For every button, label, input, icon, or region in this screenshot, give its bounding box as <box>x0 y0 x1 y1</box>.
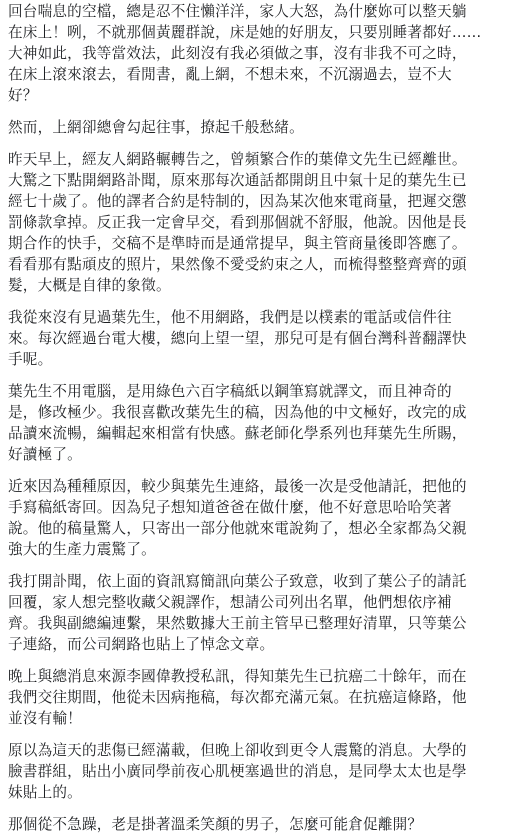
paragraph <box>8 814 498 835</box>
text-line: 說。他的稿量驚人，只寄出一部分他就來電說夠了，想必全家都為父親 <box>8 520 467 537</box>
text-line: 子連絡，而公司網路也貼上了悼念文章。 <box>8 636 275 653</box>
paragraph <box>8 476 498 560</box>
paragraph <box>8 740 498 803</box>
text-line: 葉先生不用電腦，是用綠色六百字稿紙以鋼筆寫就譯文，而且神奇的 <box>8 383 452 400</box>
text-line: 昨天早上，經友人網路輾轉告之，曾頻繁合作的葉偉文先生已經離世。 <box>8 151 467 168</box>
paragraph <box>8 666 498 729</box>
text-line: 原以為這天的悲傷已經滿載，但晚上卻收到更令人震驚的消息。大學的 <box>8 742 467 759</box>
text-line: 我們交往期間，他從未因病拖稿，每次都充滿元氣。在抗癌這條路，他 <box>8 689 467 706</box>
text-line: 期合作的快手，交稿不是準時而是通常提早，與主管商量後即答應了。 <box>8 235 467 252</box>
text-line: 手寫稿紙寄回。因為兒子想知道爸爸在做什麼，他不好意思哈哈笑著 <box>8 499 452 516</box>
text-line: 然而，上網卻總會勾起往事，撩起千般愁緒。 <box>8 119 304 136</box>
text-line: 好？ <box>8 87 38 104</box>
text-line: 手呢。 <box>8 351 53 368</box>
text-line: 回覆，家人想完整收藏父親譯作，想請公司列出名單，他們想依序補 <box>8 594 452 611</box>
text-line: 近來因為種種原因，較少與葉先生連絡，最後一次是受他請託，把他的 <box>8 478 467 495</box>
text-line: 強大的生產力震驚了。 <box>8 541 156 558</box>
text-line: 看看那有點頑皮的照片，果然像不愛受約束之人，而梳得整整齊齊的頭 <box>8 256 467 273</box>
text-line: 來。每次經過台電大樓，總向上望一望，那兒可是有個台灣科普翻譯快 <box>8 330 467 347</box>
text-line: 好讀極了。 <box>8 446 82 463</box>
text-line: 我從來沒有見過葉先生，他不用網路，我們是以樸素的電話或信件往 <box>8 309 452 326</box>
paragraph <box>8 307 498 370</box>
text-line: 是，修改極少。我很喜歡改葉先生的稿，因為他的中文極好，改完的成 <box>8 404 467 421</box>
text-line: 妹貼上的。 <box>8 784 82 801</box>
paragraph <box>8 117 498 138</box>
text-line: 我打開訃聞，依上面的資訊寫簡訊向葉公子致意，收到了葉公子的請託 <box>8 573 467 590</box>
text-line: 那個從不急躁，老是掛著溫柔笑顏的男子，怎麼可能倉促離開？ <box>8 816 423 833</box>
text-line: 品讀來流暢，編輯起來相當有快感。蘇老師化學系列也拜葉先生所賜， <box>8 425 467 442</box>
text-line: 臉書群組，貼出小廣同學前夜心肌梗塞過世的消息，是同學太太也是學 <box>8 763 467 780</box>
paragraph <box>8 1 498 106</box>
paragraph <box>8 149 498 296</box>
text-line: 大神如此，我等當效法，此刻沒有我必須做之事，沒有非我不可之時， <box>8 45 467 62</box>
text-line: 並沒有輸！ <box>8 710 82 727</box>
text-line: 在床上！咧，不就那個黃麗群說，床是她的好朋友，只要別睡著都好…… <box>8 24 482 41</box>
text-line: 回台喘息的空檔，總是忍不住懶洋洋，家人大怒，為什麼妳可以整天躺 <box>8 3 467 20</box>
paragraph <box>8 381 498 465</box>
text-line: 齊。我與副總編連繫，果然數據大王前主管早已整理好清單，只等葉公 <box>8 615 467 632</box>
text-line: 大驚之下點開網路訃聞，原來那每次通話都開朗且中氣十足的葉先生已 <box>8 172 467 189</box>
text-line: 在床上滾來滾去，看閒書，亂上網，不想未來，不沉溺過去，豈不大 <box>8 66 452 83</box>
text-line: 晚上與總消息來源李國偉教授私訊，得知葉先生已抗癌二十餘年，而在 <box>8 668 467 685</box>
text-line: 髮，大概是自律的象徵。 <box>8 277 171 294</box>
text-line: 罰條款拿掉。反正我一定會早交，看到那個就不舒服，他說。因他是長 <box>8 214 467 231</box>
text-line: 經七十歲了。他的譯者合約是特制的，因為某次他來電商量，把遲交懲 <box>8 193 467 210</box>
paragraph <box>8 571 498 655</box>
